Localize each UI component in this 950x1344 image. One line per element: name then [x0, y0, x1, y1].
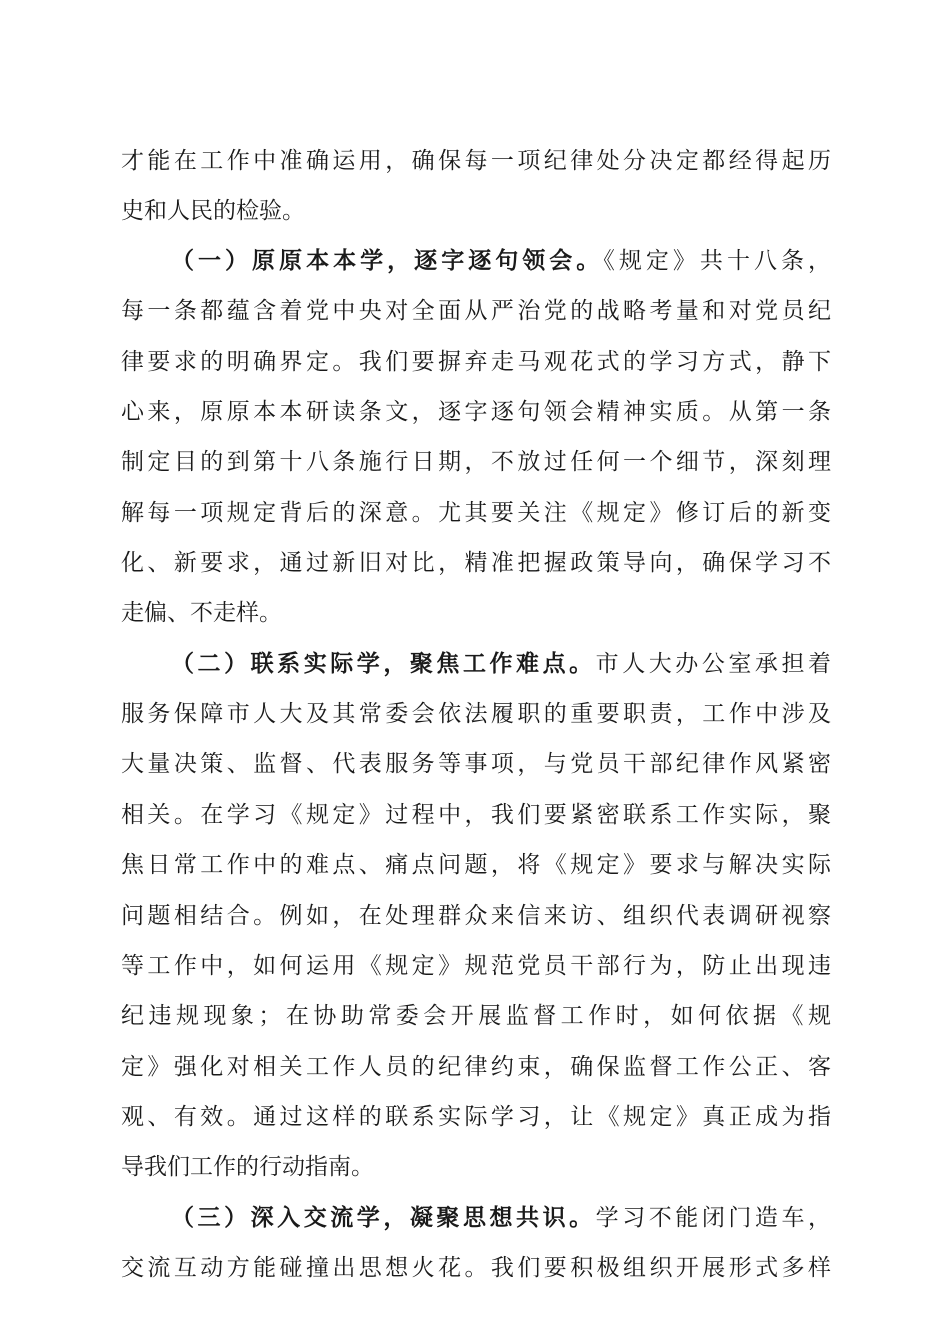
line-text: 市人大办公室承担着	[595, 651, 832, 677]
text-line	[121, 442, 831, 482]
line-text: 观、有效。通过这样的联系实际学习，让《规定》真正成为指	[121, 1104, 831, 1130]
line-text: 史和人民的检验。	[121, 198, 305, 224]
text-line	[121, 543, 831, 583]
section-heading-line	[171, 644, 831, 684]
text-line	[121, 392, 831, 432]
text-line	[121, 795, 831, 835]
line-text: 律要求的明确界定。我们要摒弃走马观花式的学习方式，静下	[121, 349, 831, 375]
text-line	[121, 845, 831, 885]
line-text: 等工作中，如何运用《规定》规范党员干部行为，防止出现违	[121, 953, 831, 979]
text-line	[121, 1248, 831, 1288]
line-text: 焦日常工作中的难点、痛点问题，将《规定》要求与解决实际	[121, 852, 831, 878]
line-text: 解每一项规定背后的深意。尤其要关注《规定》修订后的新变	[121, 500, 831, 526]
text-line	[121, 1047, 831, 1087]
text-line	[121, 141, 831, 181]
text-line	[121, 694, 831, 734]
line-text: 化、新要求，通过新旧对比，精准把握政策导向，确保学习不	[121, 550, 831, 576]
line-text: 问题相结合。例如，在处理群众来信来访、组织代表调研视察	[121, 903, 831, 929]
line-text: 制定目的到第十八条施行日期，不放过任何一个细节，深刻理	[121, 449, 831, 475]
line-text: 交流互动方能碰撞出思想火花。我们要积极组织开展形式多样	[121, 1255, 831, 1281]
line-text: 学习不能闭门造车，	[595, 1205, 832, 1231]
section-heading: （一）原原本本学，逐字逐句领会。	[171, 247, 604, 274]
section-heading: （二）联系实际学，聚焦工作难点。	[171, 650, 596, 677]
section-heading: （三）深入交流学，凝聚思想共识。	[171, 1204, 596, 1231]
text-line	[121, 996, 831, 1036]
line-text: 才能在工作中准确运用，确保每一项纪律处分决定都经得起历	[121, 148, 831, 174]
line-text: 每一条都蕴含着党中央对全面从严治党的战略考量和对党员纪	[121, 298, 831, 324]
line-text: 纪违规现象；在协助常委会开展监督工作时，如何依据《规	[121, 1003, 831, 1029]
line-text: 走偏、不走样。	[121, 600, 282, 626]
text-line	[121, 946, 831, 986]
text-line	[121, 1097, 831, 1137]
section-heading-line	[171, 1198, 831, 1238]
line-text: 导我们工作的行动指南。	[121, 1154, 374, 1180]
text-line	[121, 191, 831, 231]
text-line	[121, 493, 831, 533]
line-text: 心来，原原本本研读条文，逐字逐句领会精神实质。从第一条	[121, 399, 831, 425]
text-line	[121, 291, 831, 331]
text-line	[121, 593, 831, 633]
section-heading-line	[171, 241, 831, 281]
line-text: 服务保障市人大及其常委会依法履职的重要职责，工作中涉及	[121, 701, 831, 727]
line-text: 大量决策、监督、代表服务等事项，与党员干部纪律作风紧密	[121, 751, 831, 777]
text-line	[121, 744, 831, 784]
line-text: 定》强化对相关工作人员的纪律约束，确保监督工作公正、客	[121, 1054, 831, 1080]
text-line	[121, 342, 831, 382]
text-line	[121, 896, 831, 936]
line-text: 相关。在学习《规定》过程中，我们要紧密联系工作实际，聚	[121, 802, 831, 828]
text-line	[121, 1147, 831, 1187]
line-text: 《规定》共十八条，	[603, 248, 832, 274]
